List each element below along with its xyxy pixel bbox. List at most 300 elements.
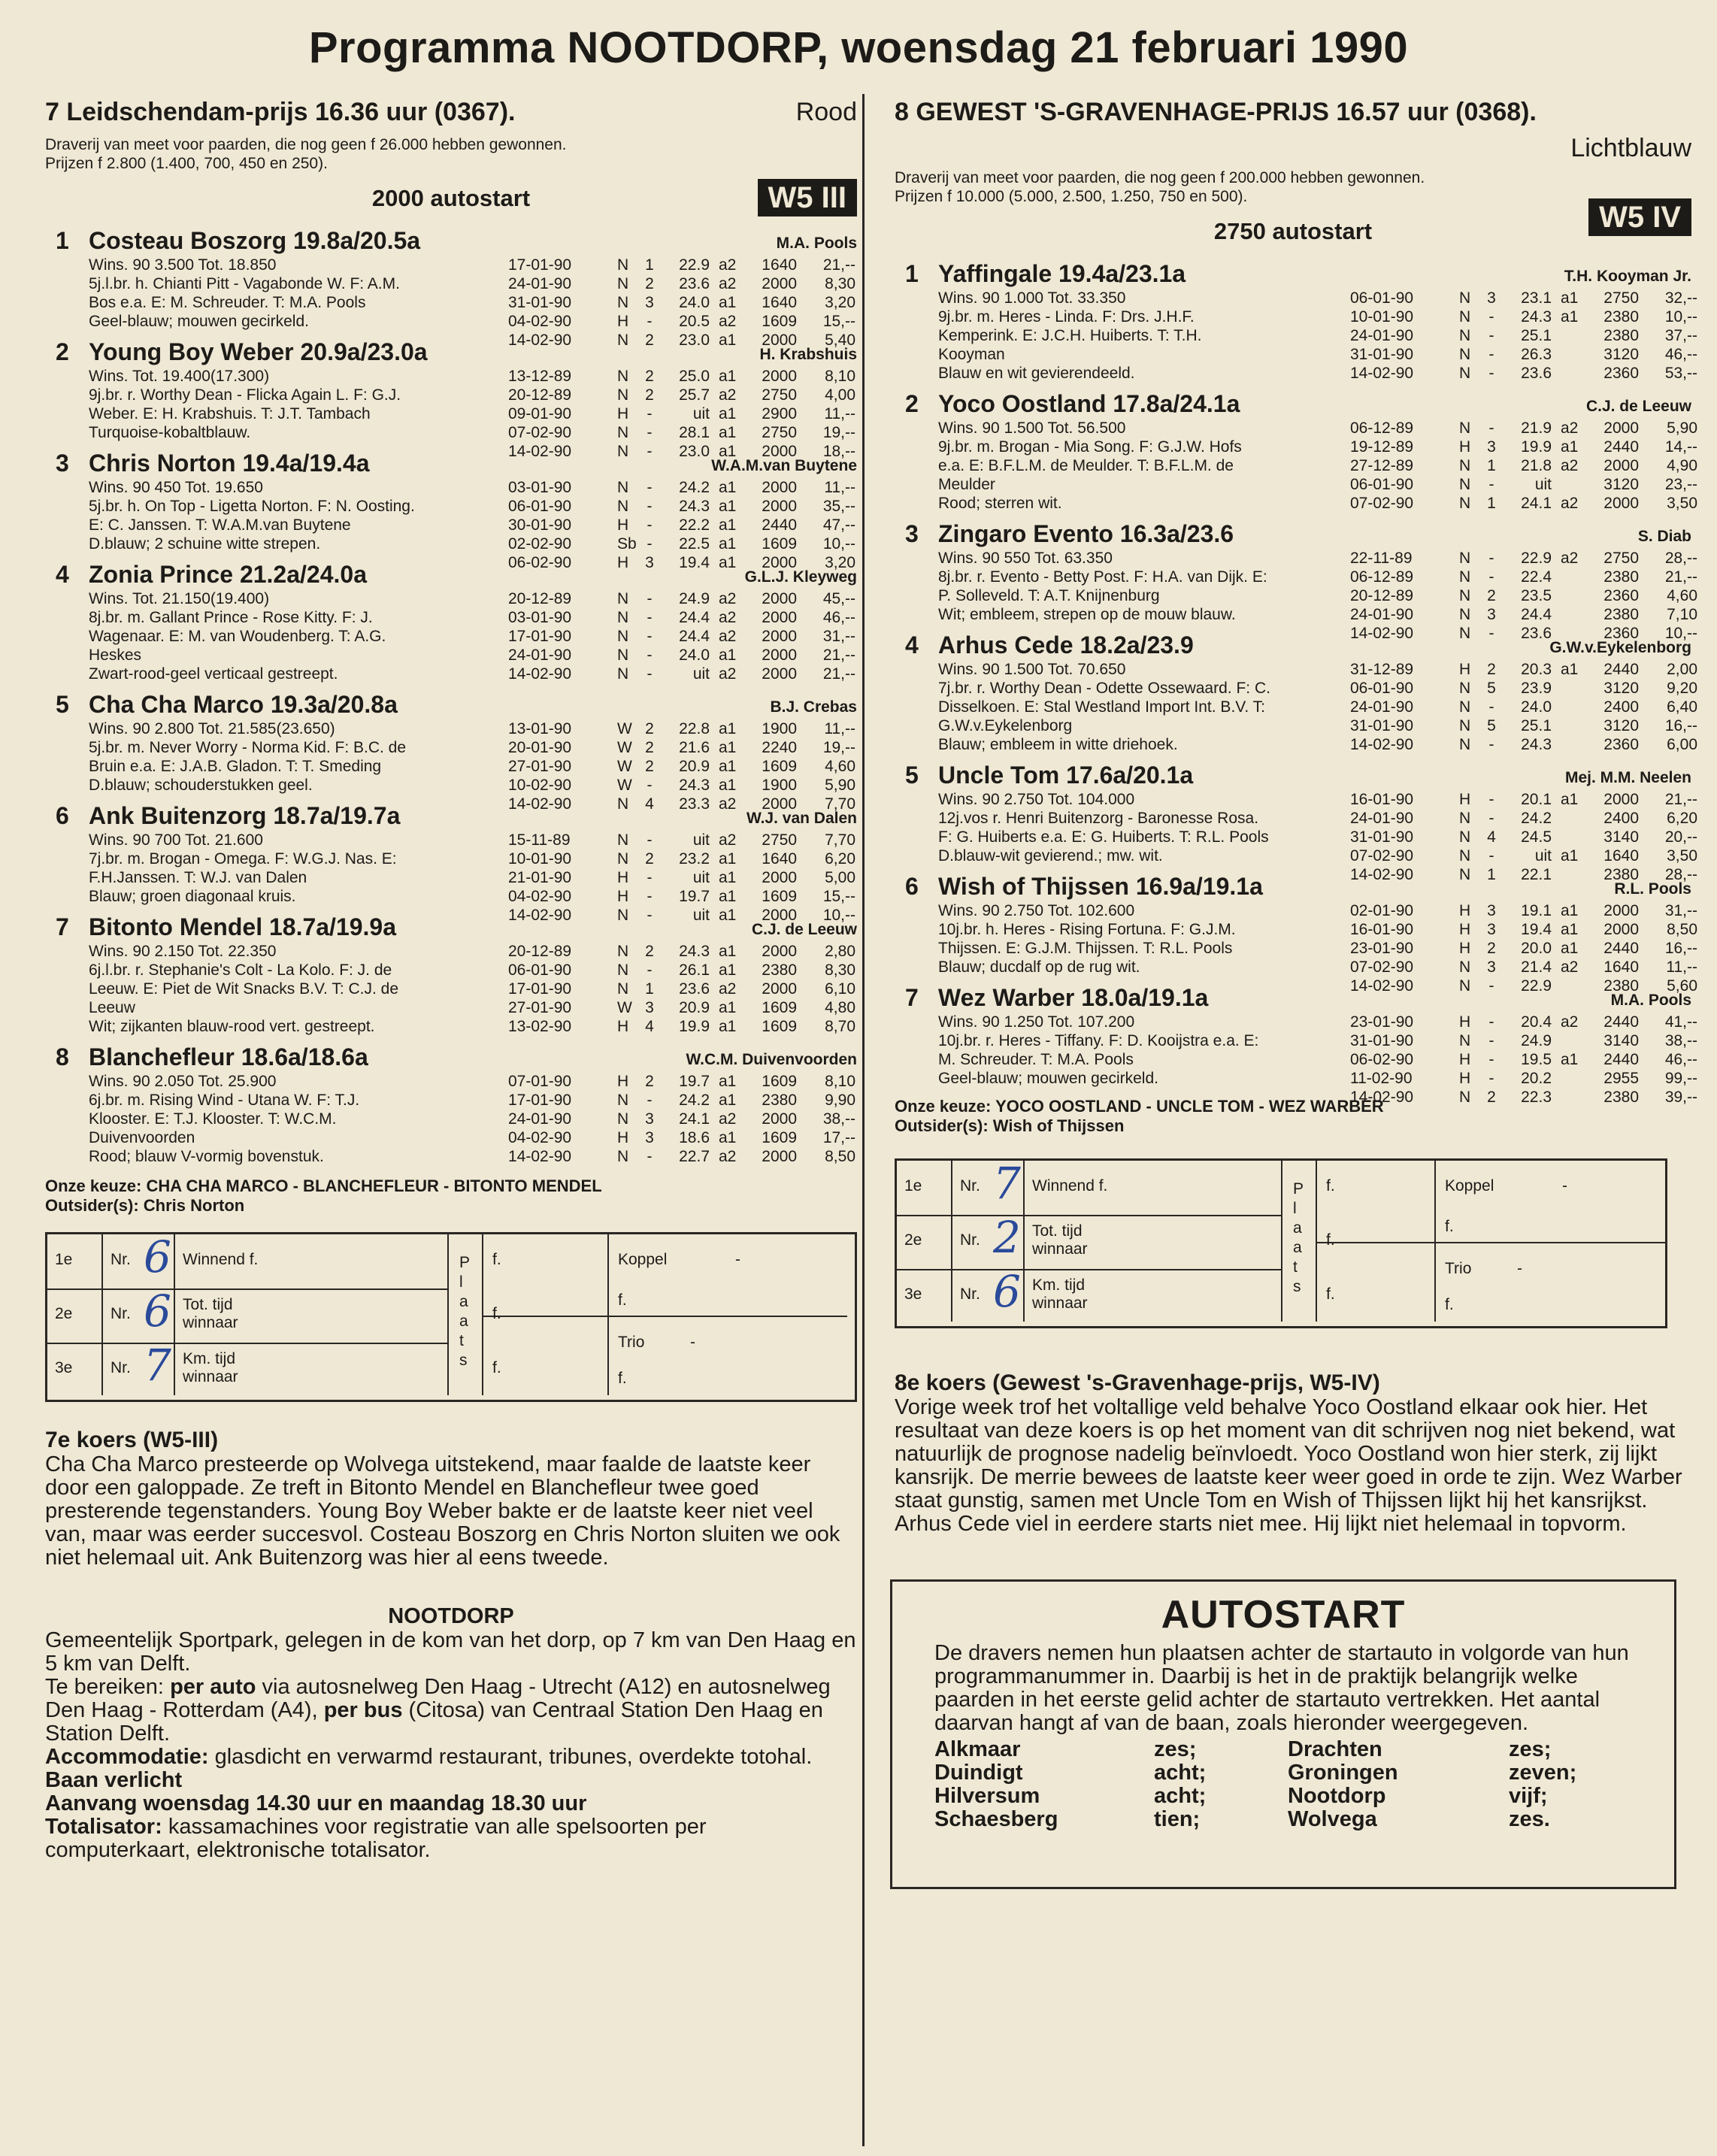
result-track: N <box>1459 289 1471 307</box>
result-date: 06-01-90 <box>508 961 572 979</box>
result-start: a1 <box>719 999 737 1016</box>
result-start: a1 <box>719 554 737 571</box>
horse-name: Arhus Cede 18.2a/23.9 <box>938 631 1194 659</box>
result-date: 07-02-90 <box>1350 847 1414 865</box>
horse-info-line: Bos e.a. E: M. Schreuder. T: M.A. Pools <box>89 294 366 311</box>
result-start: a1 <box>719 516 737 534</box>
race8-outsider: Outsider(s): Wish of Thijssen <box>895 1116 1125 1135</box>
koppel-label: Koppel <box>1445 1177 1494 1195</box>
result-odds: 5,90 <box>1667 419 1697 437</box>
result-date: 20-12-89 <box>508 386 572 404</box>
grid-line <box>101 1234 103 1395</box>
result-track: W <box>617 720 632 737</box>
result-time: 20.9 <box>679 758 710 775</box>
horse-body <box>45 367 857 460</box>
result-start: a2 <box>719 795 737 813</box>
result-distance: 2750 <box>762 831 797 849</box>
result-distance: 2000 <box>1603 921 1639 938</box>
result-track: N <box>617 256 629 274</box>
race7-outsider: Outsider(s): Chris Norton <box>45 1196 245 1215</box>
result-track: N <box>617 590 629 607</box>
result-time: 23.3 <box>679 795 710 813</box>
result-odds: 8,30 <box>825 275 855 292</box>
autostart-box <box>890 1579 1676 1889</box>
result-track: W <box>617 739 632 756</box>
result-position: - <box>647 888 653 905</box>
race7-horse-list <box>45 226 857 1166</box>
grid-line <box>47 1288 447 1290</box>
result-position: - <box>647 609 653 626</box>
result-odds: 99,-- <box>1664 1070 1697 1087</box>
result-time: 19.4 <box>1521 921 1552 938</box>
race7-desc1: Draverij van meet voor paarden, die nog geen f 26.000 hebben gewonnen. <box>45 136 567 153</box>
result-time: 23.1 <box>1521 289 1552 307</box>
accom-label: Accommodatie: <box>45 1745 209 1769</box>
nootdorp-accommodation <box>45 1746 857 1769</box>
result-start: a1 <box>719 1092 737 1109</box>
horse-header <box>895 871 1691 901</box>
result-time: 24.9 <box>679 590 710 607</box>
result-start: a1 <box>719 368 737 385</box>
result-track: N <box>617 275 629 292</box>
result-track: N <box>1459 568 1471 586</box>
winnend-label: Winnend f. <box>183 1251 259 1268</box>
horse-info-line: Bruin e.a. E: J.A.B. Gladon. T: T. Smeding <box>89 758 382 775</box>
result-date: 04-02-90 <box>508 313 572 330</box>
result-start: a2 <box>719 609 737 626</box>
race7-start-row <box>45 176 857 220</box>
track-name: Hilversum <box>934 1784 1040 1808</box>
result-odds: 21,-- <box>822 646 855 664</box>
result-distance: 3120 <box>1603 346 1639 363</box>
result-start: a2 <box>719 628 737 645</box>
result-position: - <box>647 961 653 979</box>
horse-trainer: G.L.J. Kleyweg <box>744 568 857 586</box>
grid-line <box>482 1316 847 1317</box>
race8-commentary: Vorige week trof het voltallige veld behalve Yoco Oostland elkaar ook hier. Het resultaat van deze koers is op het moment van dit schrijven nog niet bekend, wat natuurlijk de prognose nadelig beïnvloedt. Yoco Oostland won hier sterk, zij lijkt kansrijk. De merrie bewees de laatste keer weer goed in orde te zijn. Wez Warber staat gunstig, samen met Uncle Tom en Wish of Thijssen lijkt hij het kansrijkst. Arhus Cede viel in eerdere starts niet mee. Hij lijkt niet helemaal in topvorm. <box>895 1395 1682 1536</box>
result-odds: 6,10 <box>825 980 855 998</box>
result-time: 24.4 <box>679 609 710 626</box>
result-odds: 21,-- <box>1664 568 1697 586</box>
result-position: - <box>1488 308 1494 326</box>
horse-number: 4 <box>56 561 69 588</box>
result-time: 24.0 <box>1521 698 1552 716</box>
result-distance: 1609 <box>762 888 797 905</box>
horse-info-line: D.blauw; 2 schuine witte strepen. <box>89 535 321 553</box>
result-track: N <box>1459 810 1471 827</box>
result-position: - <box>647 424 653 441</box>
horse-body <box>895 660 1697 754</box>
result-distance: 3140 <box>1603 1032 1639 1049</box>
horse-info-line: Blauw; embleem in witte driehoek. <box>938 736 1178 753</box>
result-odds: 21,-- <box>822 665 855 683</box>
result-odds: 3,50 <box>1667 847 1697 865</box>
result-position: - <box>647 628 653 645</box>
result-start: a1 <box>719 739 737 756</box>
result-date: 17-01-90 <box>508 1092 572 1109</box>
result-odds: 7,10 <box>1667 606 1697 623</box>
result-odds: 8,50 <box>1667 921 1697 938</box>
result-track: N <box>1459 625 1471 642</box>
result-track: N <box>617 479 629 496</box>
result-track: H <box>1459 1070 1471 1087</box>
result-position: - <box>647 313 653 330</box>
result-date: 20-12-89 <box>508 590 572 607</box>
result-track: N <box>1459 866 1471 883</box>
horse-name: Uncle Tom 17.6a/20.1a <box>938 762 1194 789</box>
result-date: 21-01-90 <box>508 869 572 886</box>
trio-dash: - <box>690 1334 695 1351</box>
result-date: 07-01-90 <box>508 1073 572 1090</box>
result-time: 24.2 <box>1521 810 1552 827</box>
result-odds: 6,40 <box>1667 698 1697 716</box>
horse-info-line: Wins. 90 1.250 Tot. 107.200 <box>938 1013 1135 1031</box>
result-track: H <box>617 516 629 534</box>
result-position: - <box>1488 736 1494 753</box>
result-start: a2 <box>1561 457 1579 474</box>
race7-color: Rood <box>795 98 857 126</box>
race8-desc1: Draverij van meet voor paarden, die nog geen f 200.000 hebben gewonnen. <box>895 169 1425 186</box>
plaats-letter: s <box>459 1352 468 1369</box>
result-track: N <box>1459 327 1471 344</box>
result-odds: 28,-- <box>1664 866 1697 883</box>
result-start: a1 <box>1561 1051 1579 1068</box>
horse-entry <box>45 801 857 924</box>
result-track: H <box>617 1073 629 1090</box>
result-start: a1 <box>1561 791 1579 808</box>
result-track: H <box>617 554 629 571</box>
result-date: 23-01-90 <box>1350 940 1414 957</box>
nr-label: Nr. <box>111 1251 131 1268</box>
result-track: N <box>1459 495 1471 512</box>
race7-header <box>45 98 857 135</box>
horse-entry <box>895 760 1697 883</box>
result-date: 14-02-90 <box>508 1148 572 1165</box>
result-start: a1 <box>719 961 737 979</box>
result-track: N <box>617 368 629 385</box>
result-date: 02-01-90 <box>1350 902 1414 919</box>
horse-trainer: T.H. Kooyman Jr. <box>1564 268 1691 285</box>
result-track: N <box>1459 717 1471 734</box>
result-odds: 5,40 <box>825 332 855 349</box>
result-position: - <box>1488 550 1494 567</box>
track-name: Alkmaar <box>934 1737 1021 1761</box>
f-label: f. <box>492 1359 501 1376</box>
result-odds: 8,10 <box>825 368 855 385</box>
result-date: 07-02-90 <box>1350 495 1414 512</box>
result-date: 02-02-90 <box>508 535 572 553</box>
result-date: 06-01-90 <box>1350 680 1414 697</box>
horse-info-line: Rood; sterren wit. <box>938 495 1062 512</box>
result-position: 3 <box>645 1110 654 1128</box>
result-time: uit <box>692 907 710 924</box>
horse-name: Blanchefleur 18.6a/18.6a <box>89 1043 368 1070</box>
result-position: - <box>1488 791 1494 808</box>
result-odds: 37,-- <box>1664 327 1697 344</box>
result-date: 04-02-90 <box>508 888 572 905</box>
result-odds: 32,-- <box>1664 289 1697 307</box>
horse-trainer: G.W.v.Eykelenborg <box>1549 639 1691 656</box>
horse-info-line: 10j.br. r. Heres - Tiffany. F: D. Kooijstra e.a. E: <box>938 1032 1259 1049</box>
result-time: 24.3 <box>1521 308 1552 326</box>
result-track: H <box>1459 438 1471 456</box>
horse-entry <box>895 389 1697 513</box>
result-distance: 3120 <box>1603 476 1639 493</box>
result-position: 4 <box>645 795 654 813</box>
place-row <box>934 1738 1674 1761</box>
rank-label: 3e <box>904 1285 922 1303</box>
horse-entry <box>45 448 857 571</box>
result-date: 06-02-90 <box>1350 1051 1414 1068</box>
result-date: 27-01-90 <box>508 999 572 1016</box>
result-odds: 6,00 <box>1667 736 1697 753</box>
result-odds: 5,60 <box>1667 977 1697 995</box>
nr-label: Nr. <box>111 1359 131 1376</box>
horse-info-line: E: C. Janssen. T: W.A.M.van Buytene <box>89 516 351 534</box>
horse-info-line: Wagenaar. E: M. van Woudenberg. T: A.G. <box>89 628 386 645</box>
horse-number: 7 <box>905 984 919 1011</box>
result-track: H <box>1459 661 1471 678</box>
handwritten-number: 6 <box>144 1285 171 1337</box>
result-date: 24-01-90 <box>1350 698 1414 716</box>
result-track: N <box>617 1092 629 1109</box>
result-time: 26.1 <box>679 961 710 979</box>
horse-info-line: Blauw; groen diagonaal kruis. <box>89 888 296 905</box>
result-position: 3 <box>1487 438 1496 456</box>
result-distance: 2400 <box>1603 698 1639 716</box>
horse-body <box>45 256 857 349</box>
result-time: 19.7 <box>679 1073 710 1090</box>
race8-start-row <box>895 201 1691 253</box>
result-position: 2 <box>645 275 654 292</box>
result-position: - <box>1488 419 1494 437</box>
result-distance: 1640 <box>1603 958 1639 976</box>
result-date: 24-01-90 <box>1350 810 1414 827</box>
horse-body <box>895 419 1697 513</box>
horse-info-line: Blauw; ducdalf op de rug wit. <box>938 958 1140 976</box>
result-date: 09-01-90 <box>508 405 572 422</box>
front-row-count: zes. <box>1509 1807 1550 1831</box>
race8-class-badge: W5 IV <box>1588 198 1691 236</box>
trio-label: Trio <box>1445 1260 1472 1277</box>
result-time: 25.1 <box>1521 327 1552 344</box>
result-start: a2 <box>719 386 737 404</box>
result-distance: 2380 <box>1603 977 1639 995</box>
horse-info <box>895 549 1346 624</box>
result-start: a1 <box>1561 438 1579 456</box>
horse-info <box>895 790 1346 865</box>
horse-info-line: Weber. E: H. Krabshuis. T: J.T. Tambach <box>89 405 371 422</box>
result-start: a1 <box>719 943 737 960</box>
result-time: 22.4 <box>1521 568 1552 586</box>
result-odds: 10,-- <box>1664 625 1697 642</box>
result-position: 3 <box>1487 958 1496 976</box>
race8-keuze: Onze keuze: YOCO OOSTLAND - UNCLE TOM - WEZ WARBER <box>895 1097 1384 1116</box>
horse-info-line: 8j.br. m. Gallant Prince - Rose Kitty. F: J. <box>89 609 373 626</box>
result-odds: 3,20 <box>825 294 855 311</box>
horse-name: Bitonto Mendel 18.7a/19.9a <box>89 913 397 940</box>
result-date: 14-02-90 <box>1350 866 1414 883</box>
result-time: 24.3 <box>1521 736 1552 753</box>
horse-trainer: S. Diab <box>1637 528 1691 545</box>
horse-info-line: 5j.l.br. h. Chianti Pitt - Vagabonde W. F: A.M. <box>89 275 400 292</box>
result-distance: 2440 <box>762 516 797 534</box>
horse-name: Young Boy Weber 20.9a/23.0a <box>89 338 428 365</box>
result-date: 24-01-90 <box>508 646 572 664</box>
result-track: N <box>1459 698 1471 716</box>
result-position: 2 <box>1487 1089 1496 1106</box>
result-time: 23.6 <box>679 275 710 292</box>
horse-trainer: M.A. Pools <box>1610 992 1691 1009</box>
horse-header <box>895 983 1691 1013</box>
horse-info <box>45 1072 496 1166</box>
result-date: 24-01-90 <box>508 275 572 292</box>
result-date: 10-01-90 <box>508 850 572 868</box>
horse-info <box>895 660 1346 754</box>
result-time: 24.2 <box>679 479 710 496</box>
race8-start-type: 2750 autostart <box>1213 218 1373 244</box>
rank-label: 2e <box>904 1231 922 1249</box>
result-time: 20.1 <box>1521 791 1552 808</box>
horse-info-line: Duivenvoorden <box>89 1129 195 1146</box>
result-distance: 1640 <box>762 850 797 868</box>
tot-label: winnaar <box>1032 1240 1088 1258</box>
result-distance: 1609 <box>762 1129 797 1146</box>
result-track: H <box>1459 791 1471 808</box>
result-track: N <box>1459 365 1471 382</box>
result-position: - <box>647 405 653 422</box>
result-start: a1 <box>719 1073 737 1090</box>
result-position: 1 <box>1487 495 1496 512</box>
result-odds: 4,00 <box>825 386 855 404</box>
result-odds: 38,-- <box>1664 1032 1697 1049</box>
horse-number: 3 <box>905 520 919 547</box>
result-distance: 2955 <box>1603 1070 1639 1087</box>
result-odds: 38,-- <box>822 1110 855 1128</box>
result-odds: 46,-- <box>1664 346 1697 363</box>
result-date: 06-01-90 <box>508 498 572 515</box>
result-track: N <box>617 850 629 868</box>
result-odds: 15,-- <box>822 313 855 330</box>
result-position: - <box>647 646 653 664</box>
result-date: 10-01-90 <box>1350 308 1414 326</box>
horse-trainer: W.C.M. Duivenvoorden <box>686 1051 857 1068</box>
result-position: 2 <box>1487 661 1496 678</box>
horse-body <box>895 289 1697 383</box>
horse-info-line: Heskes <box>89 646 142 664</box>
result-position: - <box>1488 476 1494 493</box>
horse-info-line: Wins. 90 3.500 Tot. 18.850 <box>89 256 277 274</box>
result-track: N <box>617 980 629 998</box>
result-track: N <box>617 424 629 441</box>
result-distance: 2750 <box>762 386 797 404</box>
result-time: 24.3 <box>679 498 710 515</box>
result-position: 3 <box>1487 606 1496 623</box>
track-name: Schaesberg <box>934 1807 1058 1831</box>
result-track: N <box>1459 977 1471 995</box>
result-start: a2 <box>1561 958 1579 976</box>
f-label: f. <box>1445 1296 1454 1313</box>
result-time: 24.3 <box>679 777 710 794</box>
horse-info-line: Wins. 90 1.000 Tot. 33.350 <box>938 289 1126 307</box>
result-distance: 2380 <box>1603 1089 1639 1106</box>
result-date: 27-01-90 <box>508 758 572 775</box>
result-position: 2 <box>645 739 654 756</box>
result-start: a2 <box>719 980 737 998</box>
result-position: - <box>1488 568 1494 586</box>
result-time: 20.5 <box>679 313 710 330</box>
result-track: H <box>1459 1051 1471 1068</box>
grid-line <box>1023 1161 1025 1322</box>
result-start: a1 <box>719 424 737 441</box>
front-row-count: zes; <box>1509 1737 1552 1761</box>
horse-info-line: F.H.Janssen. T: W.J. van Dalen <box>89 869 307 886</box>
result-odds: 16,-- <box>1664 717 1697 734</box>
horse-header <box>45 912 857 942</box>
result-distance: 2380 <box>1603 866 1639 883</box>
result-date: 06-12-89 <box>1350 568 1414 586</box>
result-date: 14-02-90 <box>508 332 572 349</box>
result-distance: 2000 <box>762 980 797 998</box>
result-position: - <box>647 665 653 683</box>
result-odds: 2,00 <box>1667 661 1697 678</box>
result-track: N <box>1459 606 1471 623</box>
result-time: 22.3 <box>1521 1089 1552 1106</box>
result-track: N <box>1459 828 1471 846</box>
result-position: - <box>1488 698 1494 716</box>
trio-dash: - <box>1517 1260 1522 1277</box>
result-date: 16-01-90 <box>1350 921 1414 938</box>
horse-body <box>895 549 1697 642</box>
result-time: 21.8 <box>1521 457 1552 474</box>
horse-info-line: Wins. 90 2.750 Tot. 102.600 <box>938 902 1135 919</box>
result-position: 4 <box>645 1018 654 1035</box>
result-distance: 2000 <box>1603 902 1639 919</box>
result-track: N <box>617 628 629 645</box>
result-distance: 1900 <box>762 777 797 794</box>
result-start: a1 <box>719 535 737 553</box>
result-time: 19.9 <box>1521 438 1552 456</box>
result-track: W <box>617 999 632 1016</box>
horse-info-line: Wit; embleem, strepen op de mouw blauw. <box>938 606 1236 623</box>
horse-name: Yaffingale 19.4a/23.1a <box>938 260 1186 287</box>
result-start: a2 <box>719 1148 737 1165</box>
grid-line <box>607 1234 609 1395</box>
result-track: N <box>1459 958 1471 976</box>
horse-info-line: Leeuw <box>89 999 135 1016</box>
result-distance: 2000 <box>762 665 797 683</box>
result-distance: 2000 <box>762 795 797 813</box>
result-odds: 4,60 <box>1667 587 1697 604</box>
horse-info-line: Wins. 90 2.050 Tot. 25.900 <box>89 1073 277 1090</box>
horse-trainer: B.J. Crebas <box>770 698 857 716</box>
horse-entry <box>895 871 1697 995</box>
horse-info-line: Kemperink. E: J.C.H. Huiberts. T: T.H. <box>938 327 1202 344</box>
result-time: 23.0 <box>679 332 710 349</box>
plaats-letter: P <box>459 1254 471 1271</box>
track-name: Groningen <box>1288 1761 1398 1785</box>
front-row-count: vijf; <box>1509 1784 1548 1808</box>
result-position: - <box>647 443 653 460</box>
result-date: 13-02-90 <box>508 1018 572 1035</box>
result-distance: 2000 <box>1603 791 1639 808</box>
grid-line <box>47 1343 447 1344</box>
result-date: 31-12-89 <box>1350 661 1414 678</box>
result-date: 15-11-89 <box>508 831 571 849</box>
horse-info-line: 6j.br. m. Rising Wind - Utana W. F: T.J. <box>89 1092 360 1109</box>
result-position: 4 <box>1487 828 1496 846</box>
result-odds: 21,-- <box>822 256 855 274</box>
